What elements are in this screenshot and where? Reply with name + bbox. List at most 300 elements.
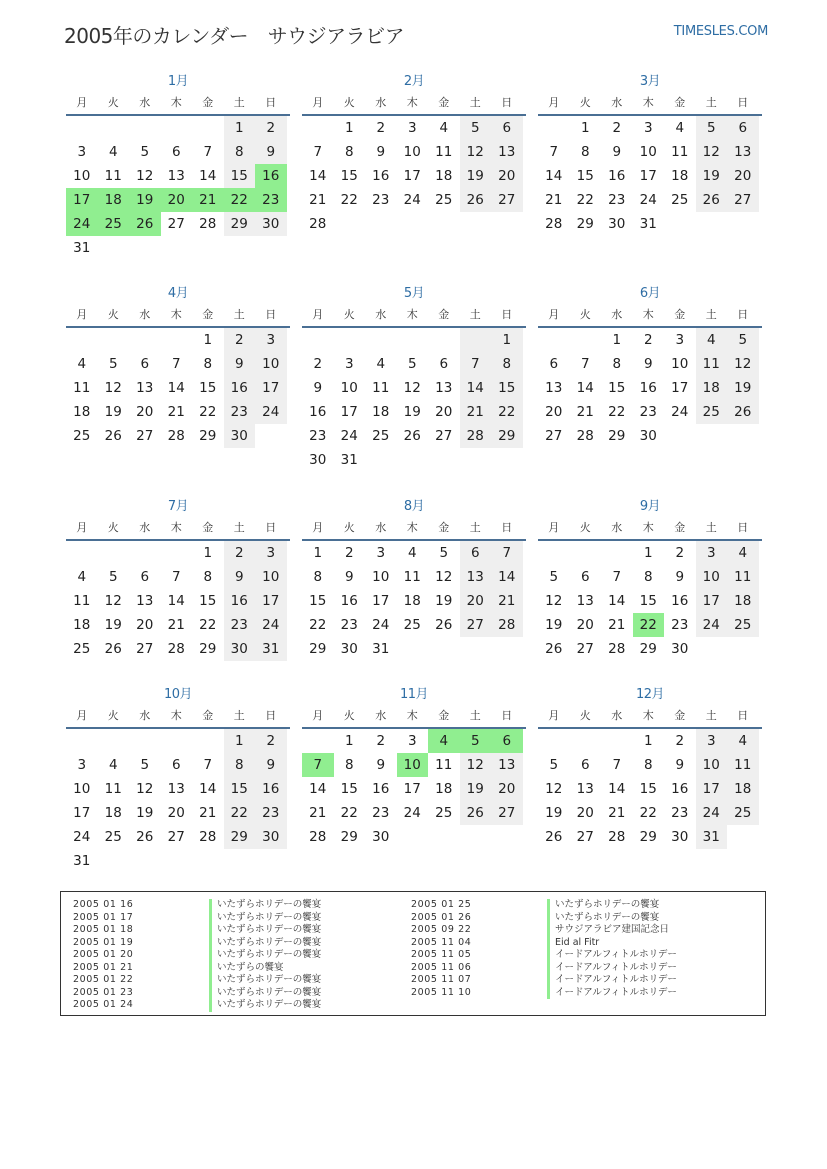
day-cell: 12 (696, 140, 728, 164)
day-cell: 27 (545, 428, 563, 444)
holiday-name: Eid al Fitr (547, 937, 599, 950)
day-cell: 1 (491, 328, 523, 352)
day-cell: 24 (639, 192, 657, 208)
weekday-label: 水 (139, 308, 151, 321)
day-cell: 23 (224, 613, 256, 637)
empty-cell (161, 328, 193, 352)
weekday-label: 土 (233, 96, 245, 109)
day-cell: 20 (576, 617, 594, 633)
day-cell: 24 (696, 613, 728, 637)
empty-cell (397, 448, 429, 472)
day-cell: 10 (255, 352, 287, 376)
holiday-name: いたずらホリデーの饗宴 (209, 899, 321, 912)
day-cell: 18 (403, 593, 421, 609)
day-cell: 24 (372, 617, 390, 633)
day-cell: 15 (340, 168, 358, 184)
day-cell: 7 (549, 144, 559, 160)
holiday-row (411, 899, 677, 912)
empty-cell (192, 236, 224, 260)
weekday-label: 水 (375, 521, 387, 534)
day-cell: 30 (340, 641, 358, 657)
day-cell: 29 (639, 829, 657, 845)
holiday-date: 2005 01 21 (73, 961, 134, 973)
day-cell: 17 (639, 168, 657, 184)
day-cell: 9 (344, 569, 354, 585)
day-cell: 4 (108, 144, 118, 160)
day-cell: 5 (460, 729, 492, 753)
empty-cell (255, 236, 287, 260)
empty-cell (570, 328, 602, 352)
empty-cell (365, 212, 397, 236)
week-row (66, 140, 290, 164)
day-cell: 5 (439, 545, 449, 561)
day-cell: 14 (608, 781, 626, 797)
day-cell: 23 (608, 192, 626, 208)
day-cell: 2 (255, 729, 287, 753)
empty-cell (491, 448, 523, 472)
day-cell: 31 (340, 452, 358, 468)
site-link[interactable]: TIMESLES.COM (673, 24, 768, 39)
weekday-label: 金 (202, 709, 214, 722)
weekday-label: 木 (170, 521, 182, 534)
day-cell: 28 (309, 829, 327, 845)
day-cell: 7 (203, 757, 213, 773)
day-cell: 12 (545, 593, 563, 609)
empty-cell (129, 729, 161, 753)
day-cell: 5 (696, 116, 728, 140)
day-cell: 11 (671, 144, 689, 160)
holiday-date: 2005 01 19 (73, 936, 134, 948)
day-cell: 19 (460, 164, 492, 188)
weekday-label: 日 (265, 308, 277, 321)
day-cell: 12 (460, 140, 492, 164)
day-cell: 29 (639, 641, 657, 657)
empty-cell (696, 212, 728, 236)
day-cell: 8 (643, 569, 653, 585)
day-cell: 12 (727, 352, 759, 376)
day-cell: 6 (491, 116, 523, 140)
holiday-name: いたずらホリデーの饗宴 (547, 899, 659, 912)
day-cell: 13 (136, 380, 154, 396)
weekday-label: 月 (548, 521, 560, 534)
day-cell: 12 (136, 781, 154, 797)
empty-cell (98, 116, 130, 140)
day-cell: 23 (671, 805, 689, 821)
day-cell: 14 (167, 380, 185, 396)
week-row (66, 212, 290, 236)
day-cell: 12 (435, 569, 453, 585)
day-cell: 4 (439, 120, 449, 136)
weekday-label: 火 (107, 96, 119, 109)
day-cell: 30 (255, 212, 287, 236)
day-cell: 2 (313, 356, 323, 372)
weekday-label: 木 (642, 521, 654, 534)
day-cell: 26 (136, 829, 154, 845)
month-12 (538, 685, 762, 849)
day-cell: 31 (372, 641, 390, 657)
month-5 (302, 284, 526, 472)
empty-cell (129, 236, 161, 260)
day-cell: 26 (129, 212, 161, 236)
month-title: 3月 (639, 74, 661, 89)
day-cell: 15 (199, 593, 217, 609)
holiday-row (73, 987, 321, 1000)
weekday-label: 木 (406, 96, 418, 109)
week-row (538, 116, 762, 140)
week-row (538, 424, 762, 448)
empty-cell (66, 328, 98, 352)
weekday-label: 日 (501, 521, 513, 534)
day-cell: 27 (460, 613, 492, 637)
day-cell: 7 (612, 757, 622, 773)
day-cell: 11 (435, 144, 453, 160)
day-cell: 17 (73, 805, 91, 821)
weekday-label: 木 (406, 521, 418, 534)
empty-cell (98, 236, 130, 260)
day-cell: 8 (491, 352, 523, 376)
day-cell: 21 (545, 192, 563, 208)
empty-cell (161, 541, 193, 565)
day-cell: 13 (435, 380, 453, 396)
weekday-label: 日 (265, 709, 277, 722)
week-row (66, 849, 290, 873)
day-cell: 24 (696, 801, 728, 825)
holiday-row (73, 949, 321, 962)
page-title: 2005年のカレンダー サウジアラビア (64, 24, 405, 48)
day-cell: 14 (608, 593, 626, 609)
day-cell: 11 (104, 781, 122, 797)
day-cell: 26 (104, 641, 122, 657)
day-cell: 18 (73, 404, 91, 420)
holiday-date: 2005 01 20 (73, 949, 134, 960)
day-cell: 19 (104, 617, 122, 633)
day-cell: 16 (255, 777, 287, 801)
day-cell: 14 (199, 168, 217, 184)
day-cell: 14 (167, 593, 185, 609)
day-cell: 27 (167, 216, 185, 232)
day-cell: 11 (403, 569, 421, 585)
day-cell: 11 (73, 380, 91, 396)
day-cell: 13 (491, 753, 523, 777)
day-cell: 1 (203, 545, 213, 561)
day-cell: 28 (576, 428, 594, 444)
day-cell: 11 (104, 168, 122, 184)
empty-cell (224, 236, 256, 260)
day-cell: 3 (344, 356, 354, 372)
day-cell: 23 (255, 801, 287, 825)
day-cell: 5 (549, 757, 559, 773)
weekday-label: 金 (438, 96, 450, 109)
empty-cell (98, 328, 130, 352)
week-row (538, 565, 762, 589)
weekday-header (302, 705, 526, 729)
day-cell: 16 (608, 168, 626, 184)
day-cell: 30 (224, 424, 256, 448)
empty-cell (428, 637, 460, 661)
day-cell: 3 (675, 332, 685, 348)
day-cell: 17 (372, 593, 390, 609)
weekday-label: 火 (107, 521, 119, 534)
holiday-name: いたずらの饗宴 (209, 962, 284, 975)
week-row (66, 565, 290, 589)
week-row (302, 825, 526, 849)
holiday-name: いたずらホリデーの饗宴 (209, 974, 321, 987)
day-cell: 5 (108, 569, 118, 585)
day-cell: 2 (224, 328, 256, 352)
day-cell: 11 (727, 565, 759, 589)
weekday-label: 木 (642, 96, 654, 109)
day-cell: 11 (727, 753, 759, 777)
day-cell: 5 (108, 356, 118, 372)
day-cell: 28 (545, 216, 563, 232)
day-cell: 10 (340, 380, 358, 396)
day-cell: 14 (309, 168, 327, 184)
day-cell: 22 (608, 404, 626, 420)
day-cell: 1 (203, 332, 213, 348)
weekday-label: 木 (170, 96, 182, 109)
day-cell: 20 (545, 404, 563, 420)
day-cell: 19 (727, 376, 759, 400)
day-cell: 20 (136, 404, 154, 420)
day-cell: 7 (491, 541, 523, 565)
empty-cell (696, 637, 728, 661)
holiday-date: 2005 01 22 (73, 974, 134, 985)
holiday-name: いたずらホリデーの饗宴 (209, 924, 321, 937)
day-cell: 1 (612, 332, 622, 348)
month-title: 8月 (403, 499, 425, 514)
day-cell: 30 (639, 428, 657, 444)
day-cell: 23 (671, 617, 689, 633)
day-cell: 16 (671, 593, 689, 609)
day-cell: 23 (639, 404, 657, 420)
day-cell: 8 (612, 356, 622, 372)
day-cell: 13 (136, 593, 154, 609)
day-cell: 15 (639, 781, 657, 797)
day-cell: 30 (671, 829, 689, 845)
day-cell: 28 (608, 641, 626, 657)
day-cell: 3 (407, 733, 417, 749)
empty-cell (192, 729, 224, 753)
day-cell: 15 (340, 781, 358, 797)
day-cell: 28 (167, 641, 185, 657)
day-cell: 6 (140, 569, 150, 585)
day-cell: 22 (639, 805, 657, 821)
day-cell: 6 (549, 356, 559, 372)
day-cell: 14 (545, 168, 563, 184)
day-cell: 9 (612, 144, 622, 160)
weekday-label: 土 (469, 709, 481, 722)
empty-cell (601, 729, 633, 753)
empty-cell (727, 424, 759, 448)
empty-cell (302, 729, 334, 753)
day-cell: 7 (612, 569, 622, 585)
empty-cell (538, 729, 570, 753)
empty-cell (460, 637, 492, 661)
day-cell: 16 (639, 380, 657, 396)
weekday-label: 水 (139, 96, 151, 109)
day-cell: 31 (73, 853, 91, 869)
month-3 (538, 72, 762, 236)
empty-cell (460, 448, 492, 472)
day-cell: 1 (313, 545, 323, 561)
empty-cell (664, 212, 696, 236)
day-cell: 23 (255, 188, 287, 212)
empty-cell (192, 116, 224, 140)
day-cell: 27 (576, 641, 594, 657)
day-cell: 4 (675, 120, 685, 136)
day-cell: 16 (372, 168, 390, 184)
empty-cell (491, 825, 523, 849)
day-cell: 6 (171, 757, 181, 773)
day-cell: 2 (643, 332, 653, 348)
day-cell: 6 (727, 116, 759, 140)
week-row (538, 801, 762, 825)
day-cell: 22 (340, 192, 358, 208)
day-cell: 10 (255, 565, 287, 589)
weekday-label: 日 (501, 709, 513, 722)
weekday-label: 木 (406, 709, 418, 722)
empty-cell (365, 328, 397, 352)
day-cell: 18 (98, 188, 130, 212)
day-cell: 27 (727, 188, 759, 212)
week-row (302, 613, 526, 637)
week-row (538, 352, 762, 376)
day-cell: 8 (344, 144, 354, 160)
day-cell: 21 (167, 617, 185, 633)
day-cell: 1 (224, 116, 256, 140)
weekday-label: 火 (579, 521, 591, 534)
day-cell: 3 (77, 757, 87, 773)
day-cell: 17 (255, 376, 287, 400)
day-cell: 2 (255, 116, 287, 140)
holiday-name: いたずらホリデーの饗宴 (547, 912, 659, 925)
day-cell: 23 (224, 400, 256, 424)
empty-cell (255, 424, 287, 448)
weekday-label: 日 (737, 709, 749, 722)
weekday-label: 金 (674, 308, 686, 321)
day-cell: 20 (576, 805, 594, 821)
day-cell: 1 (344, 120, 354, 136)
day-cell: 8 (580, 144, 590, 160)
day-cell: 25 (73, 428, 91, 444)
weekday-label: 水 (375, 96, 387, 109)
day-cell: 30 (255, 825, 287, 849)
week-row (66, 825, 290, 849)
empty-cell (129, 116, 161, 140)
holiday-name: いたずらホリデーの饗宴 (209, 949, 321, 962)
weekday-label: 水 (139, 521, 151, 534)
empty-cell (255, 849, 287, 873)
day-cell: 18 (696, 376, 728, 400)
week-row (66, 188, 290, 212)
day-cell: 29 (224, 825, 256, 849)
day-cell: 15 (639, 593, 657, 609)
day-cell: 12 (136, 168, 154, 184)
day-cell: 29 (608, 428, 626, 444)
month-8 (302, 497, 526, 661)
day-cell: 17 (66, 188, 98, 212)
day-cell: 6 (140, 356, 150, 372)
weekday-header (538, 304, 762, 328)
week-row (66, 541, 290, 565)
day-cell: 18 (727, 589, 759, 613)
day-cell: 26 (460, 188, 492, 212)
day-cell: 26 (435, 617, 453, 633)
week-row (66, 400, 290, 424)
day-cell: 21 (491, 589, 523, 613)
empty-cell (664, 424, 696, 448)
day-cell: 18 (372, 404, 390, 420)
weekday-label: 月 (548, 709, 560, 722)
day-cell: 31 (255, 637, 287, 661)
weekday-label: 月 (312, 308, 324, 321)
weekday-label: 金 (438, 521, 450, 534)
day-cell: 15 (309, 593, 327, 609)
empty-cell (161, 236, 193, 260)
day-cell: 17 (696, 777, 728, 801)
weekday-label: 金 (674, 521, 686, 534)
week-row (66, 164, 290, 188)
week-row (302, 448, 526, 472)
day-cell: 28 (167, 428, 185, 444)
day-cell: 21 (309, 192, 327, 208)
day-cell: 26 (403, 428, 421, 444)
month-1 (66, 72, 290, 260)
day-cell: 15 (224, 777, 256, 801)
month-2 (302, 72, 526, 236)
day-cell: 4 (727, 729, 759, 753)
weekday-header (538, 705, 762, 729)
day-cell: 19 (435, 593, 453, 609)
day-cell: 9 (376, 144, 386, 160)
weekday-label: 水 (611, 96, 623, 109)
day-cell: 6 (439, 356, 449, 372)
weekday-label: 火 (343, 521, 355, 534)
day-cell: 7 (580, 356, 590, 372)
day-cell: 7 (203, 144, 213, 160)
empty-cell (161, 116, 193, 140)
holiday-name: サウジアラビア建国記念日 (547, 924, 669, 937)
holiday-date: 2005 01 18 (73, 924, 134, 935)
empty-cell (397, 637, 429, 661)
day-cell: 1 (643, 733, 653, 749)
weekday-label: 土 (233, 308, 245, 321)
day-cell: 20 (136, 617, 154, 633)
month-title: 6月 (639, 286, 661, 301)
holiday-date: 2005 01 25 (411, 899, 472, 910)
day-cell: 25 (435, 805, 453, 821)
day-cell: 20 (435, 404, 453, 420)
holiday-date: 2005 11 10 (411, 986, 472, 998)
day-cell: 21 (608, 617, 626, 633)
day-cell: 4 (77, 356, 87, 372)
day-cell: 22 (309, 617, 327, 633)
week-row (66, 328, 290, 352)
week-row (302, 565, 526, 589)
week-row (66, 777, 290, 801)
weekday-header (66, 517, 290, 541)
holiday-name: イードアルフィトルホリデー (547, 974, 677, 987)
weekday-label: 土 (705, 96, 717, 109)
weekday-label: 火 (107, 308, 119, 321)
empty-cell (397, 328, 429, 352)
holiday-list-right (411, 899, 677, 999)
day-cell: 4 (428, 729, 460, 753)
day-cell: 16 (224, 589, 256, 613)
day-cell: 26 (545, 829, 563, 845)
weekday-header (66, 705, 290, 729)
day-cell: 22 (199, 404, 217, 420)
